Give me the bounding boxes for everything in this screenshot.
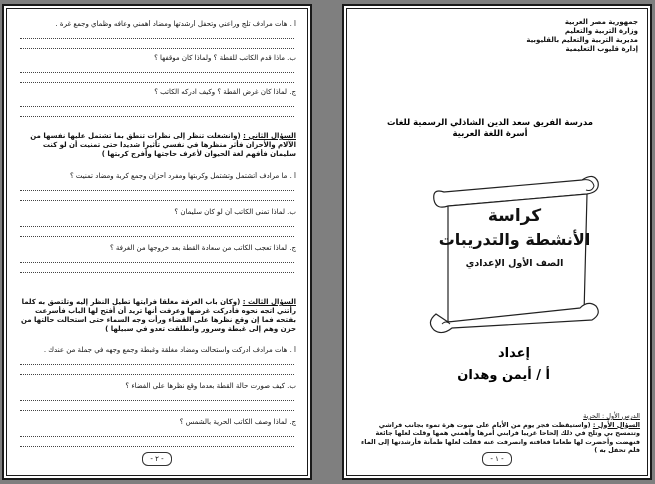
q3-item-b-text: ب. كيف صورت حالة القطة بعدما وقع نظرها على الفضاء ؟ — [125, 382, 296, 390]
page-number: - ١ - — [482, 452, 512, 466]
answer-line — [20, 227, 294, 237]
author-name: أ / أيمن وهدان — [457, 368, 550, 383]
answer-line — [20, 355, 294, 365]
prepared-by-label: إعداد — [498, 346, 530, 361]
answer-line — [20, 427, 294, 437]
answer-line — [20, 253, 294, 263]
q3-passage-block — [18, 298, 296, 334]
answer-line — [20, 401, 294, 411]
q2-item-c-text: ج. لماذا تعجب الكاتب من سعادة القطة بعد خروجها من الغرفة ؟ — [109, 244, 296, 252]
page-number: - ٢ - — [142, 452, 172, 466]
answer-line — [20, 217, 294, 227]
ministry-header — [526, 18, 638, 54]
q3-item-a-text: أ . هات مرادف أدركت واستحالت ومضاد مغلقة وغبطة وجمع وجهه في جملة من عندك . — [43, 346, 296, 354]
q2-passage-text: (وانشغلت تنظر إلى نظرات تنطق بما تشتمل عليها نفسها من الآلام والأحزان فأثر منظرها في نفسي تأثيرا شديدا حتى تمنيت أن لو كنت سليمان فأفهم لغة الحيوان لأعرف حاجتها وأفرج كربتها ) — [30, 132, 296, 158]
grade-label: الصف الأول الإعدادي — [465, 258, 564, 269]
answer-line — [20, 391, 294, 401]
answer-line — [20, 39, 294, 49]
booklet-title: كراسة — [487, 206, 542, 226]
scroll-graphic — [422, 174, 607, 336]
q3-title: السؤال الثالث : — [242, 298, 296, 306]
school-name: مدرسة الفريق سعد الدين الشاذلي الرسمية للغات — [387, 118, 593, 128]
scroll-banner — [422, 174, 607, 336]
answer-line — [20, 97, 294, 107]
school-block — [354, 118, 626, 140]
q2-passage-block — [18, 132, 296, 159]
q3-passage-text: (وكان باب الغرفة مغلقا فرأيتها تطيل النظر إليه وتلتصق به كلما رأتني اتجه نحوه فأدركت غرضها وعرفت أنها تريد أن أفتح لها الباب فأسرعت بفتحه فما إن وقع نظرها على الفضاء ورأت وجه السماء حتى استحالت حالتها من حزن وهم إلى غبطة وسرور وانطلقت تعدو في سبيلها ) — [20, 298, 296, 333]
first-question-text: (واستيقظت فجر يوم من الأيام على صوت هرة تموء بجانب فراشي وتتمسح بي وتلح في ذلك إلحاحا غريبا فرابني أمرها وأهمني همها وقلت لعلها جائعة فنهضت وأحضرت لها طعاما فعافته وانصرفت عنه فقلت لعلها ظمآنة فأرشدتها إلى الماء فلم تحفل به ) — [360, 420, 640, 454]
q3-passage — [18, 298, 296, 334]
q1-item-a — [18, 20, 296, 49]
header-line-4: إدارة قليوب التعليمية — [565, 45, 638, 53]
q3-item-a — [18, 346, 296, 375]
left-page — [2, 4, 312, 480]
q1-item-b — [18, 54, 296, 83]
q2-passage — [18, 132, 296, 159]
lesson-title: الدرس الأول : الحرية — [583, 412, 640, 420]
q2-item-a — [18, 172, 296, 201]
first-lesson-block — [354, 412, 640, 455]
q3-item-c — [18, 418, 296, 447]
answer-line — [20, 263, 294, 273]
header-line-3: مديرية التربية والتعليم بالقليوبية — [526, 36, 638, 44]
header-line-1: جمهورية مصر العربية — [564, 18, 638, 26]
q2-item-a-text: أ . ما مرادف أتشتمل وتشتمل وكربتها ومفرد أحزان وجمع كربة ومضاد تمنيت ؟ — [69, 172, 296, 180]
answer-line — [20, 63, 294, 73]
q1-item-a-text: أ . هات مرادف تلج وراعني وتحفل أرشدتها ومضاد أهمني وعافه وظمأي وجمع غرة . — [55, 20, 296, 28]
q2-item-b-text: ب. لماذا تمنى الكاتب أن لو كان سليمان ؟ — [174, 208, 296, 216]
first-question-label: السؤال الأول : — [592, 420, 640, 429]
q1-item-c-text: ج. لماذا كان غرض القطة ؟ وكيف ادركه الكاتب ؟ — [154, 88, 296, 96]
answer-line — [20, 73, 294, 83]
booklet-subtitle: الأنشطة والتدريبات — [438, 230, 591, 249]
department-name: أسرة اللغة العربية — [452, 129, 528, 139]
answer-line — [20, 181, 294, 191]
answer-line — [20, 365, 294, 375]
right-page-cover — [342, 4, 652, 480]
q2-item-b — [18, 208, 296, 237]
q1-item-c — [18, 88, 296, 117]
q3-item-c-text: ج. لماذا وصف الكاتب الحرية بالشمس ؟ — [179, 418, 296, 426]
answer-line — [20, 107, 294, 117]
q2-item-c — [18, 244, 296, 273]
q3-item-b — [18, 382, 296, 411]
q2-title: السؤال الثاني : — [243, 132, 296, 140]
q1-item-b-text: ب. ماذا قدم الكاتب للقطة ؟ ولماذا كان موقفها ؟ — [154, 54, 296, 62]
answer-line — [20, 437, 294, 447]
answer-line — [20, 29, 294, 39]
first-question — [354, 421, 640, 455]
answer-line — [20, 191, 294, 201]
header-line-2: وزارة التربية والتعليم — [564, 27, 638, 35]
